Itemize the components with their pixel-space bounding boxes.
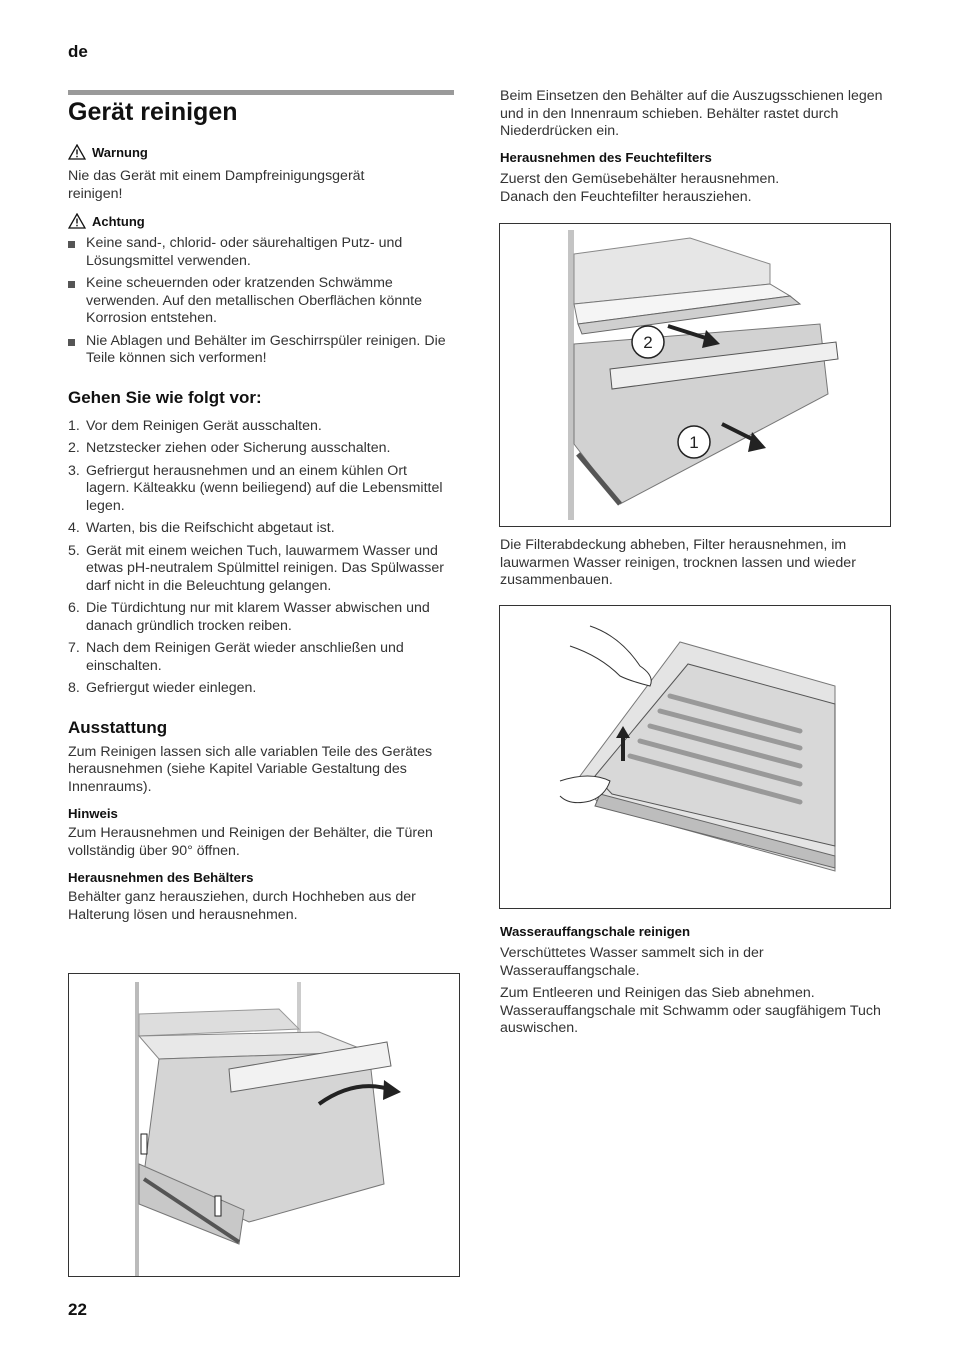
wasser-text-1: Verschüttetes Wasser sammelt sich in der Wasserauffangschale. — [500, 945, 764, 979]
step-text: Vor dem Reinigen Gerät ausschalten. — [86, 417, 322, 434]
hinweis-heading: Hinweis — [68, 806, 118, 821]
step-text: Die Türdichtung nur mit klarem Wasser abwischen und danach gründlich trocken reiben. — [86, 600, 430, 634]
figure-water-tray — [499, 605, 891, 909]
feuchtefilter-line-2: Danach den Feuchtefilter herausziehen. — [500, 188, 752, 205]
step-text: Warten, bis die Reifschicht abgetaut ist. — [86, 520, 335, 536]
step-number: 7. — [68, 640, 80, 656]
warning-heading — [68, 144, 454, 160]
list-item: Keine sand-, chlorid- oder säurehaltigen Putz- und Lösungsmittel verwenden. — [68, 235, 454, 270]
water-tray-illustration — [500, 606, 890, 908]
procedure-steps — [68, 418, 454, 698]
behaelter-text: Behälter ganz herausziehen, durch Hochheben aus der Halterung lösen und herausnehmen. — [68, 889, 416, 923]
list-item — [68, 418, 454, 436]
step-number: 5. — [68, 542, 80, 559]
caution-list — [68, 235, 454, 368]
list-item — [68, 543, 454, 596]
page-title: Gerät reinigen — [68, 98, 238, 126]
figure-drawer-removal — [68, 973, 460, 1277]
warning-label: Warnung — [92, 144, 148, 160]
page-number: 22 — [68, 1300, 87, 1319]
behaelter-heading: Herausnehmen des Behälters — [68, 870, 254, 885]
wasser-text-2: Zum Entleeren und Reinigen das Sieb abnehmen. Wasserauffangschale mit Schwamm oder saugfähigem Tuch auswischen. — [500, 985, 881, 1036]
left-column — [68, 144, 454, 924]
filter-text: Die Filterabdeckung abheben, Filter herausnehmen, im lauwarmen Wasser reinigen, trocknen lassen und wieder zusammenbauen. — [500, 537, 856, 588]
step-text: Netzstecker ziehen oder Sicherung ausschalten. — [86, 440, 391, 456]
step-text: Gefriergut herausnehmen und an einem kühlen Ort lagern. Kälteakku (wenn beiliegend) auf die Lebensmittel legen. — [86, 462, 443, 514]
list-item — [68, 520, 454, 538]
feuchtefilter-text — [500, 171, 890, 206]
language-tag: de — [68, 42, 88, 61]
hinweis-text: Zum Herausnehmen und Reinigen der Behälter, die Türen vollständig über 90° öffnen. — [68, 825, 433, 859]
step-number: 4. — [68, 520, 80, 536]
caution-heading — [68, 213, 454, 229]
step-number: 8. — [68, 680, 80, 696]
procedure-heading: Gehen Sie wie folgt vor: — [68, 387, 262, 407]
ausstattung-text: Zum Reinigen lassen sich alle variablen Teile des Gerätes herausnehmen (siehe Kapitel Variable Gestaltung des Innenraums). — [68, 743, 433, 795]
list-item — [68, 600, 454, 635]
list-item — [68, 680, 454, 698]
step-number: 2. — [68, 440, 80, 456]
step-text: Gerät mit einem weichen Tuch, lauwarmem Wasser und etwas pH-neutralem Spülmittel reinigen. Das Spülwasser darf nicht in die Beleuchtung gelangen. — [86, 542, 444, 594]
feuchtefilter-line-1: Zuerst den Gemüsebehälter herausnehmen. — [500, 171, 780, 187]
step-number: 3. — [68, 462, 80, 479]
drawer-illustration — [69, 974, 459, 1276]
filter-illustration — [500, 224, 890, 526]
callout-2: 2 — [643, 333, 653, 352]
step-number: 6. — [68, 600, 80, 616]
list-item — [68, 463, 454, 516]
warning-triangle-icon — [68, 144, 86, 160]
list-item: Keine scheuernden oder kratzenden Schwämme verwenden. Auf den metallischen Oberflächen könnte Korrosion entstehen. — [68, 275, 454, 328]
wasser-heading: Wasserauffangschale reinigen — [500, 924, 691, 939]
einsetzen-text: Beim Einsetzen den Behälter auf die Auszugsschienen legen und in den Innenraum schieben. Behälter rastet durch Niederdrücken ein. — [500, 88, 883, 139]
warning-triangle-icon — [68, 213, 86, 229]
figure-humidity-filter — [499, 223, 891, 527]
warning-text: Nie das Gerät mit einem Dampfreinigungsgerät reinigen! — [68, 168, 365, 202]
step-text: Gefriergut wieder einlegen. — [86, 680, 257, 696]
title-rule — [68, 90, 454, 95]
ausstattung-heading: Ausstattung — [68, 717, 168, 737]
list-item — [68, 440, 454, 458]
feuchtefilter-heading: Herausnehmen des Feuchtefilters — [500, 150, 712, 165]
caution-label: Achtung — [92, 213, 145, 229]
step-number: 1. — [68, 417, 80, 434]
callout-1: 1 — [689, 433, 699, 452]
step-text: Nach dem Reinigen Gerät wieder anschließen und einschalten. — [86, 640, 404, 674]
list-item — [68, 640, 454, 675]
list-item: Nie Ablagen und Behälter im Geschirrspüler reinigen. Die Teile können sich verformen! — [68, 333, 454, 368]
